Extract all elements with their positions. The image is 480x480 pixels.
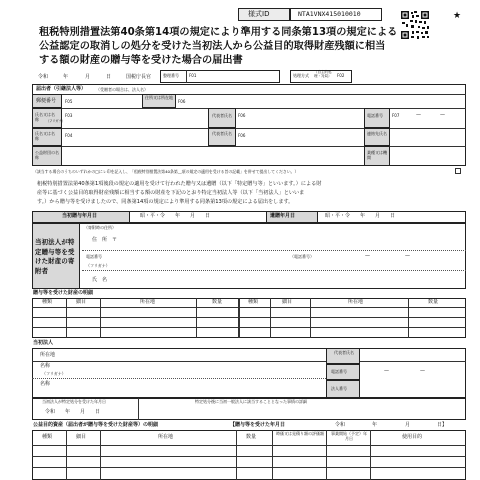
donor-label: 当初法人が特定贈与等を受けた財産の寄附者 bbox=[35, 238, 75, 275]
donor-phone-dash-1: — bbox=[365, 253, 370, 259]
phone-label: 電話番号 bbox=[367, 113, 383, 118]
corp-heading: 当初法人 bbox=[33, 340, 54, 346]
grant-col-qty: 数量 bbox=[246, 434, 257, 440]
donor-name-input[interactable] bbox=[115, 272, 464, 287]
donor-addr-mark: 〒 bbox=[112, 237, 118, 243]
corp-number-input[interactable] bbox=[361, 381, 465, 397]
name2-input[interactable] bbox=[76, 129, 206, 145]
name-label: 氏名又は名称 bbox=[35, 112, 55, 122]
notice-checkbox[interactable] bbox=[455, 168, 461, 174]
name2-label: 氏名又は名称 bbox=[35, 131, 55, 141]
corp-name-input[interactable] bbox=[70, 362, 325, 377]
grant-right-unit-month: 月 bbox=[405, 422, 411, 428]
name-furi: （フリガナ） bbox=[46, 119, 65, 123]
filing-addressee: 国税庁長官 bbox=[126, 74, 152, 80]
corp-name-label: 名称 bbox=[40, 363, 51, 369]
cancel-label: 当初法人が特定処分を受けた年月日 bbox=[42, 399, 106, 404]
filing-unit-year: 年 bbox=[63, 74, 69, 80]
grant-right-heading: 【贈与等を受けた年月日 bbox=[230, 422, 286, 428]
eng-label: 業種又は機関 bbox=[367, 150, 387, 160]
grant-col-detail: 細目 bbox=[76, 434, 87, 440]
donor-furi-label: （フリガナ） bbox=[86, 263, 110, 268]
asset-col-type-2: 種類 bbox=[248, 299, 259, 305]
address-code: F06 bbox=[178, 99, 186, 104]
grant-col-purpose: 使用目的 bbox=[402, 434, 423, 440]
qr-code-icon bbox=[400, 10, 430, 40]
cancel-date: 令和 年 月 日 bbox=[45, 409, 101, 415]
seiri-code: F01 bbox=[189, 73, 197, 78]
name-input[interactable] bbox=[76, 109, 206, 127]
rep-label: 代表者氏名 bbox=[212, 113, 232, 118]
rep2-label: 代表者氏名 bbox=[212, 131, 232, 136]
asset-col-qty-1: 数量 bbox=[212, 299, 223, 305]
donor-phone-dash-2: — bbox=[405, 253, 410, 259]
postal-input[interactable] bbox=[76, 95, 136, 107]
asset-col-type-1: 種類 bbox=[42, 299, 53, 305]
submitter-label: 届出者（引継法人等） bbox=[36, 86, 87, 92]
officer-input[interactable] bbox=[63, 147, 363, 165]
filing-unit-month: 月 bbox=[85, 74, 91, 80]
rep-input[interactable] bbox=[250, 109, 362, 127]
kanri-note: （自主的処理・対局） bbox=[314, 70, 332, 78]
rep2-input[interactable] bbox=[250, 129, 362, 145]
grant-right-unit-day: 日】 bbox=[437, 422, 448, 428]
notice-line: （該当する場合のうちのいずれかの□にレ印を記入し、「租税特別措置法第40条第__項の規定の適用を受ける旨の記載」を併せて提出してください。） bbox=[33, 169, 299, 174]
corp-phone-label: 電話番号 bbox=[331, 369, 347, 374]
grant-right-unit-year: 年 bbox=[372, 422, 378, 428]
asset-col-detail-2: 細目 bbox=[282, 299, 293, 305]
form-id-label: 様式ID bbox=[248, 10, 270, 18]
name-code: F03 bbox=[65, 113, 73, 118]
grant-col-type: 種類 bbox=[42, 434, 53, 440]
donor-addr-label: 住 所 bbox=[92, 237, 108, 243]
postal-code: F05 bbox=[65, 99, 73, 104]
filing-era: 令和 bbox=[38, 74, 49, 80]
title-line-1: 租税特別措置法第40条第14項の規定により準用する同条第13項の規定による bbox=[39, 27, 398, 38]
corp-rep-label: 代表者氏名 bbox=[334, 350, 354, 355]
grant-right-era: 令和 bbox=[335, 422, 346, 428]
date-left-value: 昭・平・令 年 月 日 bbox=[140, 213, 211, 219]
address-label: 住所又は所在地 bbox=[145, 95, 173, 100]
date-right-value: 昭・平・令 年 月 日 bbox=[325, 213, 396, 219]
name2-code: F04 bbox=[65, 133, 73, 138]
postal-label: 郵便番号 bbox=[36, 98, 57, 104]
corp-phone-dash-1: — bbox=[384, 368, 389, 374]
seiri-label: 整理番号 bbox=[163, 73, 179, 78]
asset-col-location-1: 所在地 bbox=[140, 299, 156, 305]
corp-address-input[interactable] bbox=[70, 349, 325, 361]
phone-dash-1: — bbox=[416, 112, 421, 118]
donor-addr-heading: （寄附時の住所） bbox=[84, 225, 116, 230]
body-line-2: 産等に基づく公益目的取得財産残額に相当する額の財産を下記のとおり特定当初法人等（以下「当初法人」といいま bbox=[37, 190, 305, 196]
asset-col-detail-1: 細目 bbox=[76, 299, 87, 305]
title-line-3: する額の財産の贈与等を受けた場合の届出書 bbox=[39, 55, 243, 66]
grant-heading: 公益目的資産（届出者が贈与等を受けた財産等）の明細 bbox=[33, 422, 159, 428]
asset-col-qty-2: 数量 bbox=[428, 299, 439, 305]
reason-label: 特定処分後に当初一般法人に該当することとなった事情の詳細 bbox=[195, 399, 307, 404]
star-mark: ★ bbox=[453, 11, 462, 21]
body-line-1: 租税特別措置法第40条第1項後段の規定の適用を受けて行われた贈与又は遺贈（以下「特定贈与等」といいます。）による財 bbox=[37, 181, 322, 187]
phone-dash-2: — bbox=[440, 112, 445, 118]
rep-code: F06 bbox=[238, 113, 246, 118]
form-id-value: NTA1VNX415010010 bbox=[298, 10, 361, 18]
grant-col-start: 事業開始（予定）年月日 bbox=[331, 431, 367, 441]
officer-label: 公益財団の名称 bbox=[35, 150, 59, 160]
kanri-code: F02 bbox=[337, 73, 345, 78]
corp-num-label: 法人番号 bbox=[331, 386, 347, 391]
grant-col-value: 時価又は見積り額の評価額 bbox=[276, 431, 324, 436]
kanri-label: 処理方式 bbox=[293, 73, 309, 78]
reason-input[interactable] bbox=[140, 407, 465, 419]
corp-name2-label: 名称 bbox=[40, 381, 51, 387]
date-right-label: 遺贈年月日 bbox=[270, 213, 296, 219]
title-line-2: 公益認定の取消しの処分を受けた当初法人から公益目的取得財産残額に相当 bbox=[39, 41, 386, 52]
date-left-label: 当初贈与年月日 bbox=[62, 213, 98, 219]
donor-name-label: 氏 名 bbox=[92, 277, 108, 283]
donor-address-input[interactable] bbox=[120, 234, 464, 248]
donor-phone-label: 電話番号 bbox=[86, 254, 102, 259]
asset-heading: 贈与等を受けた財産の明細 bbox=[33, 290, 94, 296]
phone-code: F07 bbox=[392, 113, 400, 118]
body-line-3: す。）から贈与等を受けましたので、同条第14項の規定により準用する同条第13項の規定による届出をします。 bbox=[37, 199, 294, 205]
rep2-code: F06 bbox=[238, 133, 246, 138]
corp-furi-label: （フリガナ） bbox=[42, 371, 66, 376]
filing-unit-day: 日 bbox=[106, 74, 112, 80]
corp-phone-dash-2: — bbox=[420, 368, 425, 374]
submitter-note: （受贈者の場合は、法人名） bbox=[96, 87, 148, 92]
contact-label: 連絡先氏名 bbox=[367, 131, 387, 136]
asset-col-location-2: 所在地 bbox=[348, 299, 364, 305]
grant-col-location: 所在地 bbox=[158, 434, 174, 440]
address-input[interactable] bbox=[190, 95, 465, 107]
corp-addr-label: 所在地 bbox=[40, 352, 56, 358]
donor-phone-prefix: （電話番号） bbox=[290, 254, 314, 259]
